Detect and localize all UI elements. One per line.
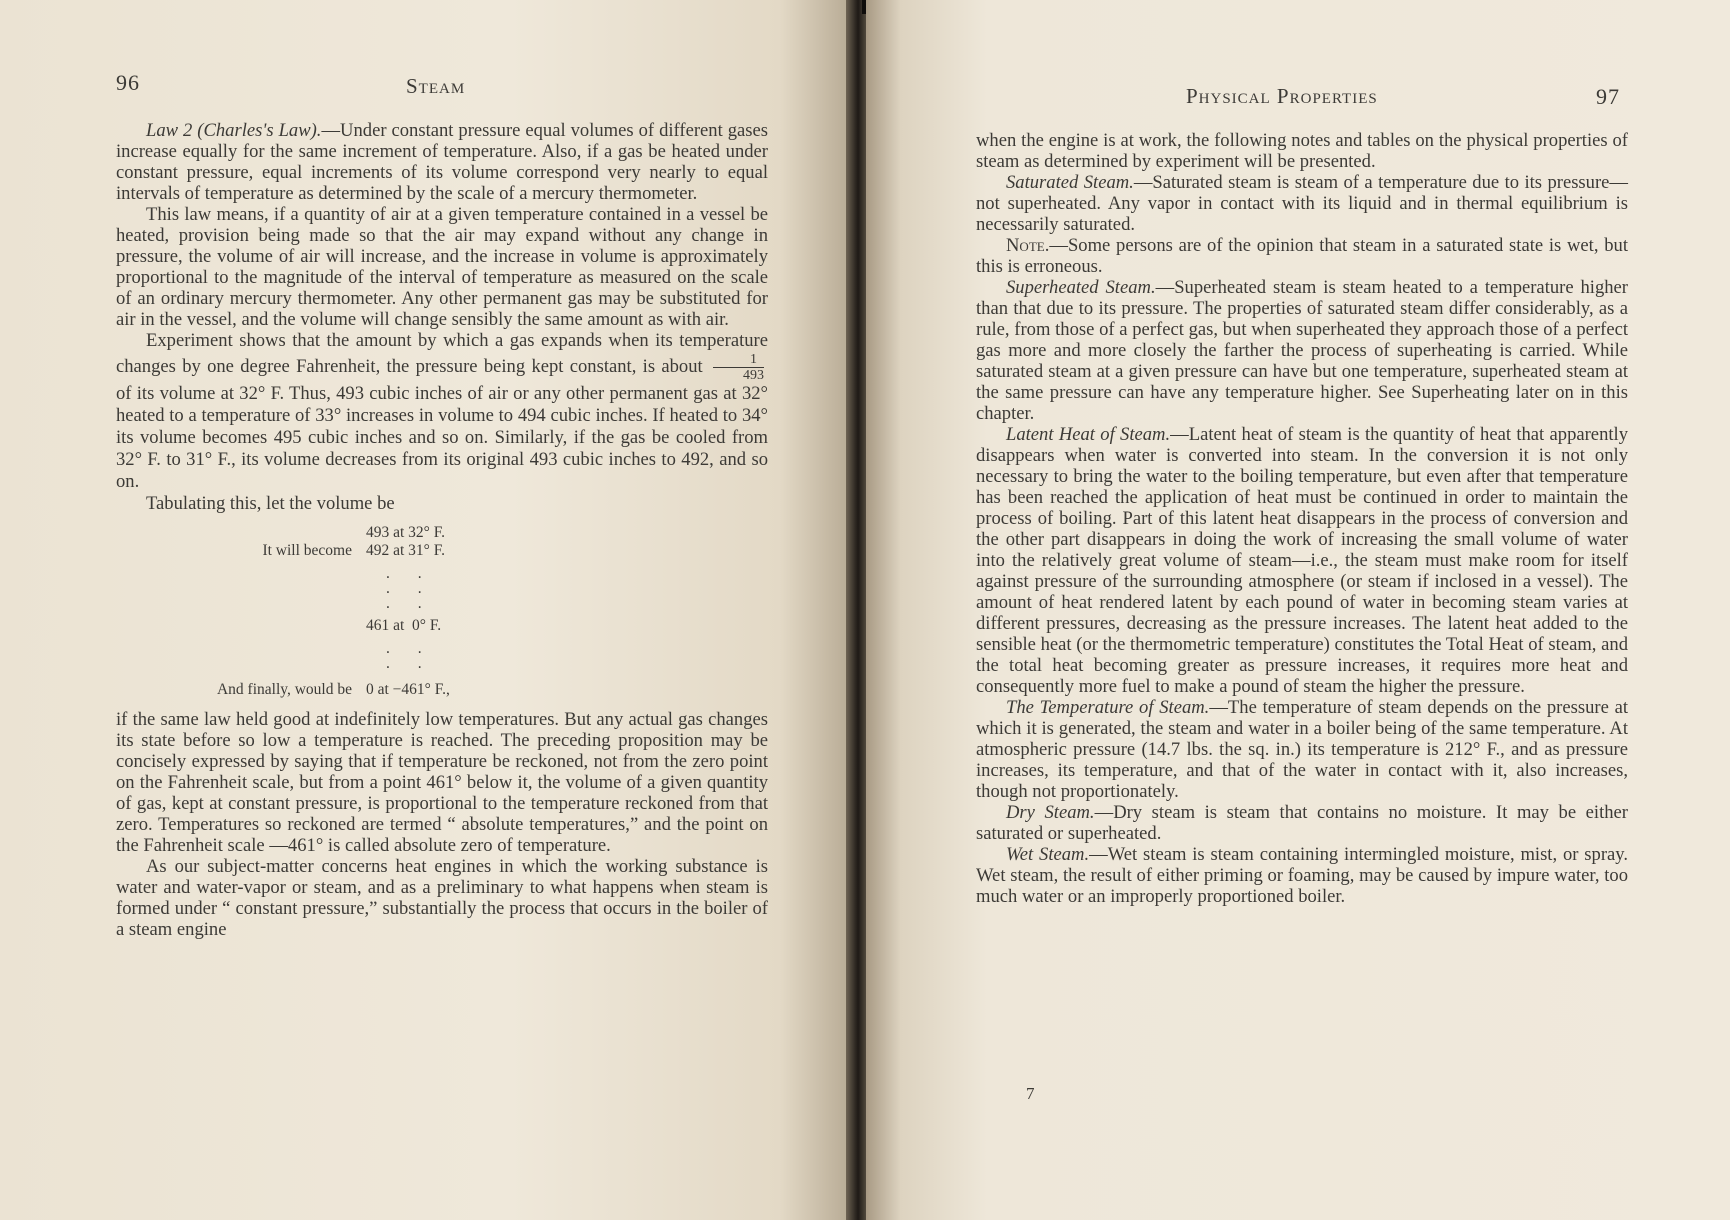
italic-heading: Saturated Steam. (1006, 172, 1134, 193)
left-body-text (116, 120, 768, 940)
table-label: And finally, would be (216, 681, 352, 698)
paragraph-absolute-zero: if the same law held good at indefinitely low temperatures. But any actual gas changes its state before so low a temperature is reached. The preceding proposition may be concisely expressed by saying that if temperature be reckoned, not from the zero point on the Fahrenheit scale, but from a point 461° below it, the volume of a given quantity of gas, kept at constant pressure, is proportional to the temperature reckoned from that zero. Temperatures so reckoned are termed “ absolute temperatures,” and the point on the Fahrenheit scale —461° is called absolute zero of temperature. (116, 709, 768, 856)
paragraph-text: —Under constant pressure equal volumes of different gases increase equally for the same increment of temperature. Also, if a gas be heated under constant pressure, equal increments of its volume correspond very nearly to equal intervals of temperature as determined by the scale of a mercury thermometer. (116, 120, 768, 204)
paragraph-text: —Latent heat of steam is the quantity of heat that apparently disappears when water is converted into steam. In the conversion it is not only necessary to bring the water to the boiling temperature, but even after that temperature has been reached the application of heat must be continued in order to maintain the process of boiling. Part of this latent heat disappears in the process of conversion and the other part disappears in doing the work of increasing the small volume of water into the relatively great volume of steam—i.e., the steam must make room for itself against pressure of the surrounding atmosphere (or steam if inclosed in a vessel). The amount of heat rendered latent by each pound of water in becoming steam varies at different pressures, decreasing as the pressure increases. The latent heat added to the sensible heat (or the thermometric temperature) constitutes the Total Heat of steam, and the total heat becoming greater as pressure increases, it requires more heat and consequently more fuel to make a pound of steam the higher the pressure. (976, 424, 1628, 697)
paragraph-text: —Saturated steam is steam of a temperature due to its pressure—not superheated. Any vapor in contact with its liquid and in thermal equilibrium is necessarily saturated. (976, 172, 1629, 235)
paragraph-text: —Dry steam is steam that contains no moisture. It may be either saturated or superheated. (976, 802, 1628, 844)
signature-mark: 7 (1026, 1084, 1035, 1103)
italic-heading: Latent Heat of Steam. (1006, 424, 1171, 445)
paragraph-text: —Superheated steam is steam heated to a temperature higher than that due to its pressure. The properties of saturated steam differ considerably, as a rule, from those of a perfect gas, but when superheated they approach those of a perfect gas more and more closely the farther the process of superheating is carried. While saturated steam at a given pressure can have but one temperature, superheated steam at the same pressure can have any temperature higher. See Superheating later on in this chapter. (976, 277, 1629, 424)
ellipsis-dots: . . (386, 580, 434, 597)
right-body-text (976, 130, 1628, 907)
note-heading: Note. (1006, 235, 1050, 256)
paragraph-temperature-of-steam (976, 697, 1628, 802)
paragraph-saturated-steam (976, 172, 1628, 235)
italic-heading: Superheated Steam. (1006, 277, 1156, 298)
table-row (116, 524, 768, 542)
table-label: It will become (262, 542, 352, 559)
table-value: 492 at 31° F. (366, 542, 446, 559)
ellipsis-dots: . . (386, 655, 434, 672)
paragraph-text: —Wet steam is steam containing intermingled moisture, mist, or spray. Wet steam, the result of either priming or foaming, may be caused by impure water, too much water or an improperly proportioned boiler. (976, 844, 1629, 907)
paragraph-subject-matter: As our subject-matter concerns heat engines in which the working substance is water and water-vapor or steam, and as a preliminary to what happens when steam is formed under “ constant pressure,” substantially the process that occurs in the boiler of a steam engine (116, 856, 768, 940)
experiment-text-after: of its volume at 32° F. Thus, 493 cubic inches of air or any other permanent gas at 32° heated to a temperature of 33° increases in volume to 494 cubic inches. If heated to 34° its volume becomes 495 cubic inches and so on. Similarly, if the gas be cooled from 32° F. to 31° F., its volume decreases from its original 493 cubic inches to 492, and so on. (116, 383, 768, 492)
ellipsis-dots: . . (386, 595, 434, 612)
paragraph-wet-steam (976, 844, 1628, 907)
paragraph-text: —Some persons are of the opinion that steam in a saturated state is wet, but this is erroneous. (976, 235, 1628, 277)
paragraph-text: —The temperature of steam depends on the pressure at which it is generated, the steam and water in a boiler being of the same temperature. At atmospheric pressure (14.7 lbs. the sq. in.) its temperature is 212° F., and as pressure increases, its temperature, and that of the water in contact with it, also increases, though not proportionately. (976, 697, 1628, 802)
italic-heading: Wet Steam. (1006, 844, 1090, 865)
experiment-text-before: Experiment shows that the amount by which a gas expands when its temperature changes by one degree Fahrenheit, the pressure being kept constant, is about (116, 330, 768, 377)
paragraph-engine-at-work: when the engine is at work, the following notes and tables on the physical properties of steam as determined by experiment will be presented. (976, 130, 1628, 172)
left-running-title: Steam (406, 74, 466, 98)
paragraph-experiment (116, 330, 768, 493)
right-running-title: Physical Properties (1186, 84, 1378, 108)
paragraph-law-meaning: This law means, if a quantity of air at a given temperature contained in a vessel be heated, provision being made so that the air may expand without any change in pressure, the volume of air will increase, and the increase in volume is approximately proportional to the magnitude of the interval of temperature as measured on the scale of an ordinary mercury thermometer. Any other permanent gas may be substituted for air in the vessel, and the volume will change sensibly the same amount as with air. (116, 204, 768, 330)
table-row (116, 681, 768, 699)
right-page-number: 97 (1596, 84, 1620, 109)
ellipsis-dots: . . (386, 565, 434, 582)
italic-heading: Law 2 (Charles's Law). (146, 120, 322, 141)
table-value: 0 at −461° F., (366, 681, 450, 698)
book-gutter (846, 0, 868, 1220)
table-value: 493 at 32° F. (366, 524, 446, 541)
volume-table (116, 524, 768, 699)
left-page-number: 96 (116, 70, 140, 95)
paragraph-superheated-steam (976, 277, 1628, 424)
italic-heading: Dry Steam. (1006, 802, 1095, 823)
table-value: 461 at 0° F. (366, 617, 442, 634)
ellipsis-dots: . . (386, 640, 434, 657)
italic-heading: The Temperature of Steam. (1006, 697, 1210, 718)
fraction-one-over-493 (713, 352, 764, 383)
paragraph-charles-law (116, 120, 768, 204)
paragraph-latent-heat (976, 424, 1628, 697)
paragraph-dry-steam (976, 802, 1628, 844)
fraction-denominator: 493 (743, 368, 764, 383)
table-row (116, 542, 768, 560)
table-row (116, 617, 768, 635)
fraction-numerator: 1 (713, 352, 764, 368)
left-page (0, 0, 848, 1220)
right-page (866, 0, 1730, 1220)
paragraph-tabulating: Tabulating this, let the volume be (146, 493, 395, 514)
paragraph-note (976, 235, 1628, 277)
